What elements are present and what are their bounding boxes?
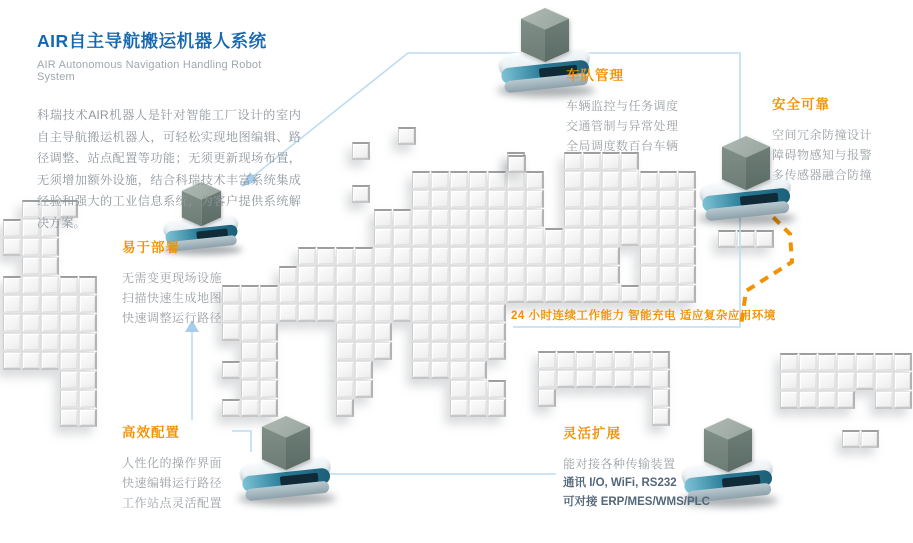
feature-line: 工作站点灵活配置 — [122, 496, 223, 510]
feature-expand-title: 灵活扩展 — [563, 426, 621, 441]
feature-line: 扫描快速生成地图 — [122, 291, 223, 305]
feature-line: 快速调整运行路径 — [122, 311, 223, 325]
feature-flexible-expand — [563, 422, 710, 512]
feature-deploy-lines — [122, 268, 222, 328]
feature-line: 全局调度数百台车辆 — [566, 139, 679, 153]
cargo-box-icon — [704, 418, 752, 472]
page-subtitle: AIR Autonomous Navigation Handling Robot System — [37, 59, 262, 83]
cargo-box-icon — [521, 8, 569, 62]
feature-line: 人性化的操作界面 — [122, 456, 223, 470]
feature-line: 空间冗余防撞设计 — [772, 128, 873, 142]
feature-expand-lines — [563, 454, 710, 474]
intro-description: 科瑞技术AIR机器人是针对智能工厂设计的室内自主导航搬运机器人，可轻松实现地图编辑、路径调整、站点配置等功能；无须更新现场布置，无须增加额外设施，结合科瑞技术丰富系统集成经验和强大的工业信息系统，为客户提供系统解决方案。 — [37, 108, 301, 230]
feature-fleet-management — [566, 64, 679, 156]
cargo-box-icon — [722, 136, 770, 190]
feature-line: 通讯 I/O, WiFi, RS232 — [563, 477, 677, 489]
feature-fleet-lines — [566, 96, 679, 156]
feature-safety-title: 安全可靠 — [772, 97, 830, 112]
feature-config-lines — [122, 453, 222, 513]
feature-safety-reliable — [772, 93, 872, 185]
feature-deploy-title: 易于部署 — [122, 240, 180, 255]
cargo-box-icon — [262, 416, 310, 470]
feature-line: 障碍物感知与报警 — [772, 148, 873, 162]
feature-fleet-title: 车队管理 — [566, 68, 624, 83]
feature-config-title: 高效配置 — [122, 425, 180, 440]
banner-capability: 24 小时连续工作能力 智能充电 适应复杂应用环境 — [511, 310, 776, 322]
agv-robot-config — [238, 416, 338, 504]
feature-line: 可对接 ERP/MES/WMS/PLC — [563, 496, 710, 508]
feature-safety-lines — [772, 125, 872, 185]
feature-expand-specs — [563, 474, 710, 512]
page-title: AIR自主导航搬运机器人系统 — [37, 31, 267, 51]
feature-line: 无需变更现场设施 — [122, 271, 223, 285]
feature-line: 能对接各种传输装置 — [563, 457, 676, 471]
feature-line: 车辆监控与任务调度 — [566, 99, 679, 113]
feature-line: 交通管制与异常处理 — [566, 119, 679, 133]
intro-block — [37, 28, 301, 234]
feature-easy-deploy — [122, 236, 222, 328]
feature-line: 快速编辑运行路径 — [122, 476, 223, 490]
feature-line: 多传感器融合防撞 — [772, 168, 873, 182]
feature-efficient-config — [122, 421, 222, 513]
